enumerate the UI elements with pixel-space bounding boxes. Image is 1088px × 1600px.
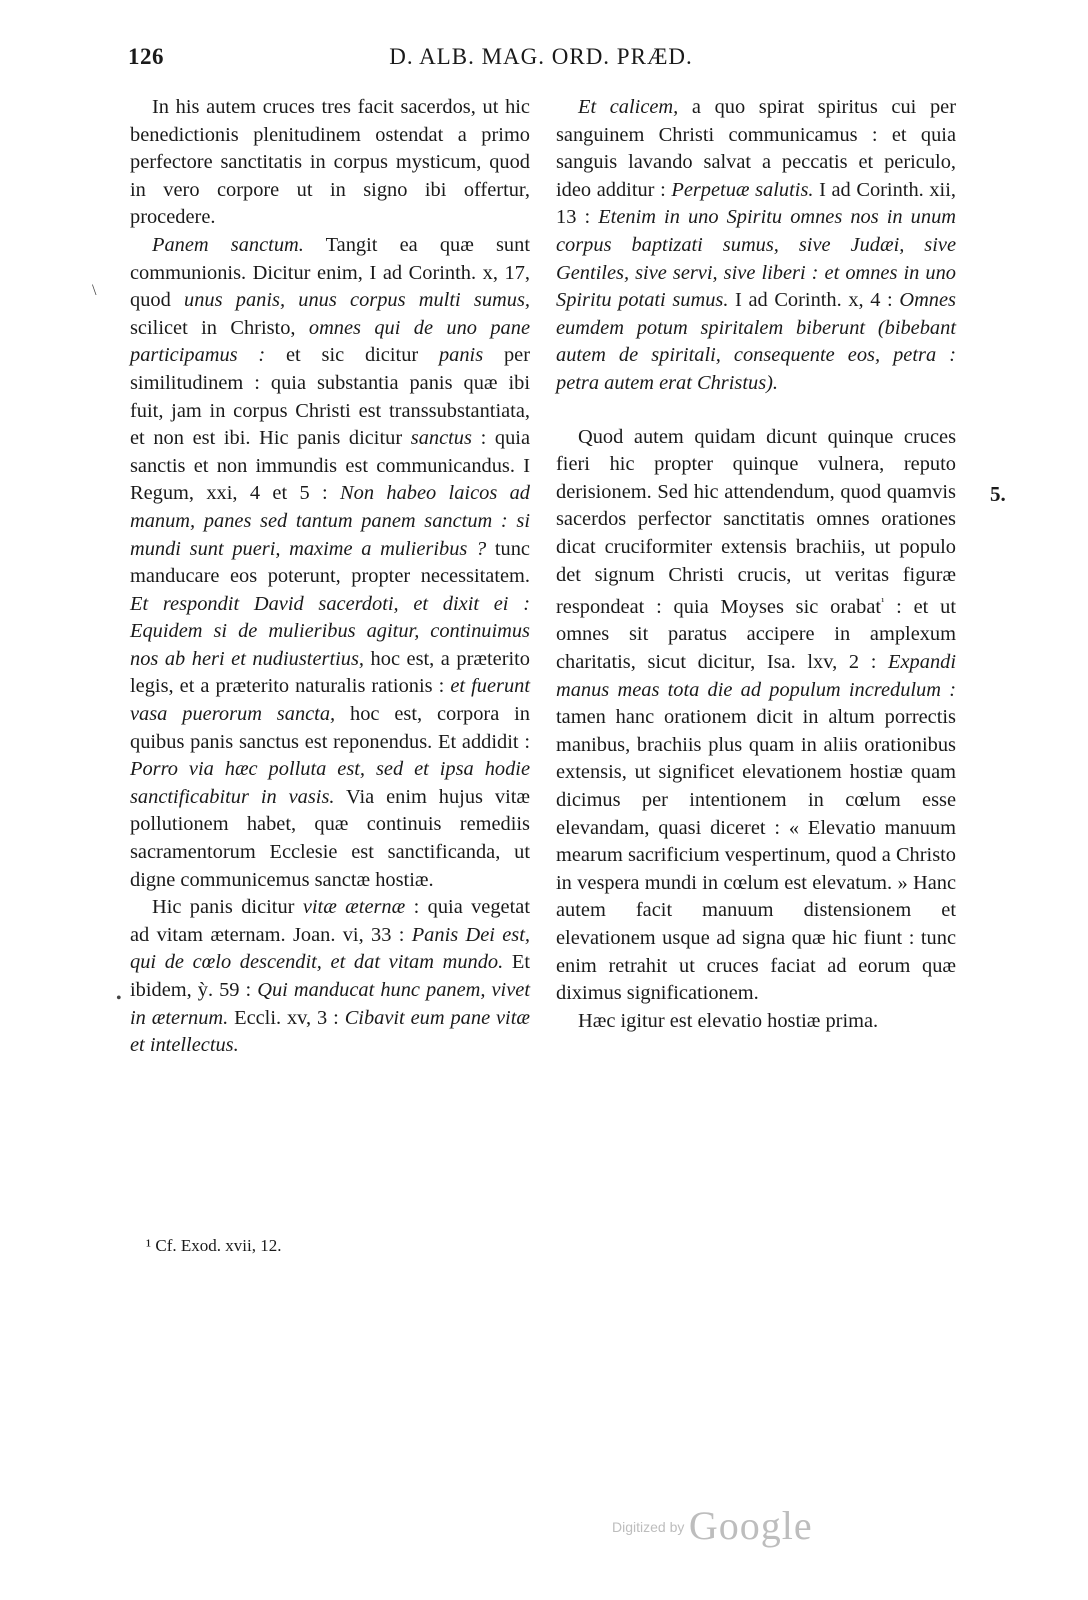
running-title: D. ALB. MAG. ORD. PRÆD.: [389, 44, 693, 69]
margin-dot: •: [116, 990, 122, 1007]
footnote: [146, 1236, 281, 1256]
right-column: [556, 94, 956, 1035]
page-number: 126: [128, 44, 164, 69]
margin-section-number: 5.: [990, 482, 1006, 506]
google-logo: Google: [688, 1503, 813, 1548]
left-paragraph-3: Hic panis dicitur vitæ æternæ : quia vegetat ad vitam æternam. Joan. vi, 33 : Panis Dei est, qui de cœlo descendit, et dat vitam mundo. Et ibidem, ỳ. 59 : Qui manducat hunc panem, vivet in æternum. Eccli. xv, 3 : Cibavit eum pane vitæ et intellectus.: [130, 896, 530, 1057]
page-header: [128, 44, 954, 84]
right-paragraph-2: Quod autem quidam dicunt quinque cruces fieri hic propter quinque vulnera, reputo derisionem. Sed hic attendendum, quod quamvis sacerdos perfector sanctitatis omnes orationes dicat cruciformiter extensis brachiis, ut populo det signum Christi crucis, ut veritas figuræ respondeat : quia Moyses sic orabat$^{^1}$ : et ut omnes sit paratus accipere in amplexum charitatis, sicut dicitur, Isa. lxv, 2 : Expandi manus meas tota die ad populum incredulum : tamen hanc orationem dicit in altum porrectis manibus, brachiis plus quam in aliis orationibus extensis, ut significet elevationem hostiæ quam dicimus per intentionem in cœlum esse elevandam, quasi diceret : « Elevatio manuum mearum sacrificium vespertinum, quod a Christo in vespera mundi in cœlum est elevatum. » Hanc autem facit manuum distensionem et elevationem usque ad signa quæ hic fiunt : tunc enim retrahit ut cruces faciat ad eorum quæ diximus significationem.: [556, 425, 956, 1005]
digitized-watermark: [612, 1502, 813, 1549]
left-paragraph-1: In his autem cruces tres facit sacerdos, ut hic benedictionis plenitudinem ostendat a primo perfectore sanctitatis in corpus mysticum, quod in vero corpore ut in signo ibi offertur, procedere.: [130, 96, 530, 229]
digitized-by-text: Digitized by: [612, 1519, 685, 1535]
footnote-text: Cf. Exod. xvii, 12.: [151, 1236, 282, 1255]
right-paragraph-1: Et calicem, a quo spirat spiritus cui per sanguinem Christi communicamus : et quia sanguis lavando salvat a peccatis et periculo, ideo additur : Perpetuæ salutis. I ad Corinth. xii, 13 : Etenim in uno Spiritu omnes nos in unum corpus baptizati sumus, sive Judæi, sive Gentiles, sive servi, sive liberi : et omnes in uno Spiritu potati sumus. I ad Corinth. x, 4 : Omnes eumdem potum spiritalem biberunt (bibebant autem de spiritali, consequente eos, petra : petra autem erat Christus).: [556, 96, 956, 394]
right-paragraph-3: Hæc igitur est elevatio hostiæ prima.: [578, 1009, 879, 1032]
left-paragraph-2: Panem sanctum. Tangit ea quæ sunt communionis. Dicitur enim, I ad Corinth. x, 17, quod unus panis, unus corpus multi sumus, scilicet in Christo, omnes qui de uno pane participamus : et sic dicitur panis per similitudinem : quia substantia panis quæ ibi fuit, jam in corpus Christi est transsubstantiata, et non est ibi. Hic panis dicitur sanctus : quia sanctis et non immundis est communicandus. I Regum, xxi, 4 et 5 : Non habeo laicos ad manum, panes sed tantum panem sanctum : si mundi sunt pueri, maxime a mulieribus ? tunc manducare eos poterunt, propter necessitatem. Et respondit David sacerdoti, et dixit ei : Equidem si de mulieribus agitur, continuimus nos ab heri et nudiustertius, hoc est, a præterito legis, et a præterito naturalis rationis : et fuerunt vasa puerorum sancta, hoc est, corpora in quibus panis sanctus est reponendus. Et addidit : Porro via hæc polluta est, sed et ipsa hodie sanctificabitur in vasis. Via enim hujus vitæ pollutionem habet, quæ continuis remediis sacramentorum Ecclesie est sanctificanda, ut digne communicemus sanctæ hostiæ.: [130, 233, 531, 891]
left-column: [130, 94, 530, 1060]
margin-mark: \: [92, 282, 97, 299]
footnote-marker: ¹: [146, 1236, 152, 1255]
